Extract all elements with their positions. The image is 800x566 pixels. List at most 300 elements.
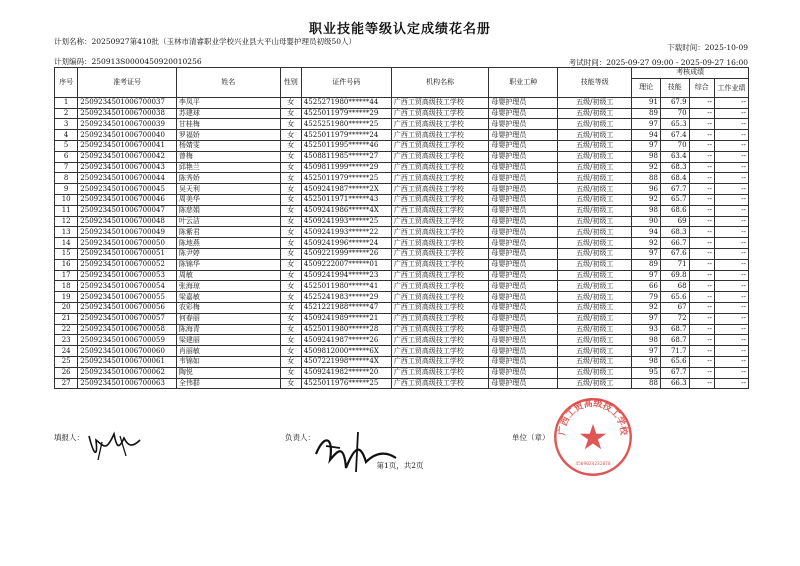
- cell-theory: 97: [632, 346, 661, 357]
- cell-level: 五级/初级工: [558, 248, 632, 259]
- cell-theory: 89: [632, 108, 661, 119]
- cell-gender: 女: [280, 302, 301, 313]
- cell-name: 陈秀娇: [176, 173, 280, 184]
- cell-id: 4509221999******26: [301, 248, 391, 259]
- cell-seq: 21: [55, 313, 78, 324]
- cell-ticket: 2509234501006700059: [78, 335, 177, 346]
- table-row: [55, 302, 749, 313]
- cell-work: --: [714, 292, 748, 303]
- cell-seq: 20: [55, 302, 78, 313]
- cell-overall: --: [689, 292, 714, 303]
- cell-ticket: 2509234501006700043: [78, 162, 177, 173]
- cell-skill: 70: [660, 108, 689, 119]
- cell-id: 4509241996******24: [301, 238, 391, 249]
- table-row: [55, 281, 749, 292]
- cell-level: 五级/初级工: [558, 335, 632, 346]
- cell-name: 肖丽敏: [176, 346, 280, 357]
- cell-gender: 女: [280, 281, 301, 292]
- cell-skill: 67.4: [660, 130, 689, 141]
- cell-skill: 65.7: [660, 194, 689, 205]
- score-table: [54, 67, 749, 389]
- cell-id: 4509241994******23: [301, 270, 391, 281]
- cell-gender: 女: [280, 108, 301, 119]
- cell-org: 广西工贸高级技工学校: [391, 346, 488, 357]
- cell-id: 4509222007******01: [301, 259, 391, 270]
- cell-job: 母婴护理员: [489, 194, 558, 205]
- cell-id: 4525011971******43: [301, 194, 391, 205]
- cell-seq: 7: [55, 162, 78, 173]
- cell-job: 母婴护理员: [489, 313, 558, 324]
- cell-overall: --: [689, 367, 714, 378]
- cell-overall: --: [689, 140, 714, 151]
- cell-id: 4525011980******28: [301, 324, 391, 335]
- table-row: [55, 259, 749, 270]
- cell-gender: 女: [280, 270, 301, 281]
- seal-number: 4509024232878: [575, 461, 611, 467]
- cell-ticket: 2509234501006700047: [78, 205, 177, 216]
- cell-overall: --: [689, 227, 714, 238]
- cell-id: 4525011979******25: [301, 173, 391, 184]
- cell-id: 4525011995******46: [301, 140, 391, 151]
- cell-id: 4509241986******4X: [301, 205, 391, 216]
- cell-skill: 68.3: [660, 227, 689, 238]
- cell-ticket: 2509234501006700041: [78, 140, 177, 151]
- cell-skill: 66.7: [660, 238, 689, 249]
- cell-job: 母婴护理员: [489, 281, 558, 292]
- cell-overall: --: [689, 281, 714, 292]
- cell-work: --: [714, 184, 748, 195]
- table-row: [55, 324, 749, 335]
- cell-job: 母婴护理员: [489, 162, 558, 173]
- page-number: 第1页，共2页: [376, 461, 424, 470]
- cell-level: 五级/初级工: [558, 97, 632, 108]
- cell-overall: --: [689, 108, 714, 119]
- cell-work: --: [714, 216, 748, 227]
- cell-name: 邱艳兰: [176, 162, 280, 173]
- header-level: 技能等级: [558, 68, 632, 98]
- cell-job: 母婴护理员: [489, 378, 558, 389]
- unit-seal-label: 单位（章）: [512, 433, 550, 442]
- cell-name: 苏建球: [176, 108, 280, 119]
- cell-org: 广西工贸高级技工学校: [391, 378, 488, 389]
- cell-overall: --: [689, 194, 714, 205]
- cell-name: 陈尹婷: [176, 248, 280, 259]
- cell-seq: 13: [55, 227, 78, 238]
- cell-id: 4509241989******21: [301, 313, 391, 324]
- cell-id: 4509241993******22: [301, 227, 391, 238]
- cell-work: --: [714, 367, 748, 378]
- cell-skill: 67: [660, 302, 689, 313]
- table-row: [55, 119, 749, 130]
- cell-theory: 93: [632, 324, 661, 335]
- cell-gender: 女: [280, 162, 301, 173]
- responsible-label: 负责人：: [285, 433, 315, 442]
- cell-skill: 71.7: [660, 346, 689, 357]
- cell-id: 4525011979******24: [301, 130, 391, 141]
- cell-gender: 女: [280, 151, 301, 162]
- cell-name: 杨婧雯: [176, 140, 280, 151]
- cell-skill: 68.7: [660, 324, 689, 335]
- cell-theory: 92: [632, 238, 661, 249]
- cell-job: 母婴护理员: [489, 140, 558, 151]
- cell-id: 4525011979******29: [301, 108, 391, 119]
- cell-seq: 10: [55, 194, 78, 205]
- table-row: [55, 151, 749, 162]
- table-row: [55, 216, 749, 227]
- cell-name: 农彩梅: [176, 302, 280, 313]
- cell-theory: 79: [632, 292, 661, 303]
- cell-job: 母婴护理员: [489, 346, 558, 357]
- cell-job: 母婴护理员: [489, 119, 558, 130]
- cell-job: 母婴护理员: [489, 335, 558, 346]
- cell-org: 广西工贸高级技工学校: [391, 356, 488, 367]
- cell-name: 张海琼: [176, 281, 280, 292]
- cell-ticket: 2509234501006700050: [78, 238, 177, 249]
- cell-name: 周美华: [176, 194, 280, 205]
- cell-name: 李凤平: [176, 97, 280, 108]
- cell-overall: --: [689, 302, 714, 313]
- cell-seq: 22: [55, 324, 78, 335]
- cell-theory: 96: [632, 184, 661, 195]
- cell-skill: 65.6: [660, 292, 689, 303]
- cell-ticket: 2509234501006700039: [78, 119, 177, 130]
- cell-id: 4509241993******25: [301, 216, 391, 227]
- cell-job: 母婴护理员: [489, 324, 558, 335]
- header-overall: 综合: [689, 78, 714, 97]
- cell-skill: 65.6: [660, 356, 689, 367]
- cell-name: 陈紫君: [176, 227, 280, 238]
- cell-work: --: [714, 227, 748, 238]
- cell-id: 4509241982******20: [301, 367, 391, 378]
- cell-theory: 97: [632, 248, 661, 259]
- cell-gender: 女: [280, 324, 301, 335]
- cell-overall: --: [689, 173, 714, 184]
- cell-work: --: [714, 151, 748, 162]
- plan-name: 计划名称：20250927第410批（玉林市清睿职业学校兴业县大平山母婴护理员初级50人）: [54, 37, 357, 46]
- cell-org: 广西工贸高级技工学校: [391, 302, 488, 313]
- cell-org: 广西工贸高级技工学校: [391, 248, 488, 259]
- cell-name: 周敏: [176, 270, 280, 281]
- cell-theory: 98: [632, 335, 661, 346]
- header-skill: 技能: [660, 78, 689, 97]
- cell-org: 广西工贸高级技工学校: [391, 130, 488, 141]
- cell-job: 母婴护理员: [489, 184, 558, 195]
- cell-overall: --: [689, 97, 714, 108]
- cell-theory: 95: [632, 367, 661, 378]
- table-row: [55, 227, 749, 238]
- cell-seq: 26: [55, 367, 78, 378]
- cell-job: 母婴护理员: [489, 259, 558, 270]
- table-row: [55, 335, 749, 346]
- cell-ticket: 2509234501006700057: [78, 313, 177, 324]
- cell-ticket: 2509234501006700044: [78, 173, 177, 184]
- cell-gender: 女: [280, 130, 301, 141]
- table-row: [55, 238, 749, 249]
- cell-gender: 女: [280, 346, 301, 357]
- table-row: [55, 270, 749, 281]
- cell-work: --: [714, 140, 748, 151]
- cell-name: 梁嘉敏: [176, 292, 280, 303]
- cell-ticket: 2509234501006700053: [78, 270, 177, 281]
- cell-org: 广西工贸高级技工学校: [391, 205, 488, 216]
- cell-ticket: 2509234501006700049: [78, 227, 177, 238]
- cell-level: 五级/初级工: [558, 270, 632, 281]
- cell-work: --: [714, 356, 748, 367]
- cell-seq: 18: [55, 281, 78, 292]
- cell-id: 4525251980******25: [301, 119, 391, 130]
- cell-ticket: 2509234501006700052: [78, 259, 177, 270]
- table-row: [55, 313, 749, 324]
- cell-work: --: [714, 238, 748, 249]
- download-time: 下载时间：2025-10-09: [667, 43, 748, 52]
- cell-name: 何春丽: [176, 313, 280, 324]
- cell-theory: 92: [632, 162, 661, 173]
- cell-theory: 97: [632, 270, 661, 281]
- cell-seq: 19: [55, 292, 78, 303]
- cell-skill: 67.7: [660, 184, 689, 195]
- cell-level: 五级/初级工: [558, 151, 632, 162]
- table-row: [55, 184, 749, 195]
- cell-job: 母婴护理员: [489, 216, 558, 227]
- cell-level: 五级/初级工: [558, 216, 632, 227]
- cell-seq: 23: [55, 335, 78, 346]
- cell-ticket: 2509234501006700055: [78, 292, 177, 303]
- responsible-signature: [310, 424, 400, 476]
- cell-gender: 女: [280, 378, 301, 389]
- cell-overall: --: [689, 335, 714, 346]
- cell-org: 广西工贸高级技工学校: [391, 162, 488, 173]
- cell-skill: 67.7: [660, 367, 689, 378]
- cell-level: 五级/初级工: [558, 367, 632, 378]
- cell-seq: 12: [55, 216, 78, 227]
- cell-work: --: [714, 281, 748, 292]
- table-row: [55, 205, 749, 216]
- table-row: [55, 194, 749, 205]
- cell-name: 叶云洁: [176, 216, 280, 227]
- cell-work: --: [714, 108, 748, 119]
- cell-ticket: 2509234501006700048: [78, 216, 177, 227]
- cell-skill: 72: [660, 313, 689, 324]
- cell-theory: 98: [632, 151, 661, 162]
- cell-ticket: 2509234501006700042: [78, 151, 177, 162]
- cell-gender: 女: [280, 227, 301, 238]
- cell-gender: 女: [280, 335, 301, 346]
- header-scores: 考核成绩: [632, 68, 749, 79]
- cell-name: 陶悦: [176, 367, 280, 378]
- cell-ticket: 2509234501006700060: [78, 346, 177, 357]
- cell-seq: 27: [55, 378, 78, 389]
- cell-gender: 女: [280, 140, 301, 151]
- cell-work: --: [714, 248, 748, 259]
- cell-level: 五级/初级工: [558, 378, 632, 389]
- cell-id: 4508811985******27: [301, 151, 391, 162]
- cell-theory: 97: [632, 140, 661, 151]
- document-title: 职业技能等级认定成绩花名册: [308, 22, 491, 37]
- table-row: [55, 162, 749, 173]
- cell-id: 4525271980******44: [301, 97, 391, 108]
- cell-ticket: 2509234501006700058: [78, 324, 177, 335]
- cell-name: 全伟群: [176, 378, 280, 389]
- cell-name: 韦锦如: [176, 356, 280, 367]
- cell-name: 吴天利: [176, 184, 280, 195]
- cell-level: 五级/初级工: [558, 173, 632, 184]
- table-row: [55, 367, 749, 378]
- table-row: [55, 292, 749, 303]
- cell-theory: 91: [632, 97, 661, 108]
- cell-gender: 女: [280, 259, 301, 270]
- cell-job: 母婴护理员: [489, 270, 558, 281]
- cell-job: 母婴护理员: [489, 97, 558, 108]
- cell-seq: 15: [55, 248, 78, 259]
- header-org: 机构名称: [391, 68, 488, 98]
- cell-skill: 69.8: [660, 270, 689, 281]
- cell-job: 母婴护理员: [489, 302, 558, 313]
- cell-work: --: [714, 259, 748, 270]
- cell-skill: 68.6: [660, 205, 689, 216]
- cell-seq: 5: [55, 140, 78, 151]
- cell-level: 五级/初级工: [558, 259, 632, 270]
- cell-id: 4509812000******6X: [301, 346, 391, 357]
- table-row: [55, 346, 749, 357]
- cell-overall: --: [689, 216, 714, 227]
- cell-work: --: [714, 313, 748, 324]
- cell-name: 陈慈娟: [176, 205, 280, 216]
- cell-org: 广西工贸高级技工学校: [391, 324, 488, 335]
- cell-overall: --: [689, 356, 714, 367]
- cell-level: 五级/初级工: [558, 302, 632, 313]
- cell-ticket: 2509234501006700054: [78, 281, 177, 292]
- cell-overall: --: [689, 162, 714, 173]
- cell-seq: 14: [55, 238, 78, 249]
- cell-org: 广西工贸高级技工学校: [391, 335, 488, 346]
- cell-level: 五级/初级工: [558, 292, 632, 303]
- cell-level: 五级/初级工: [558, 324, 632, 335]
- cell-ticket: 2509234501006700040: [78, 130, 177, 141]
- cell-gender: 女: [280, 194, 301, 205]
- cell-job: 母婴护理员: [489, 367, 558, 378]
- cell-level: 五级/初级工: [558, 281, 632, 292]
- cell-gender: 女: [280, 292, 301, 303]
- cell-job: 母婴护理员: [489, 108, 558, 119]
- cell-org: 广西工贸高级技工学校: [391, 367, 488, 378]
- cell-overall: --: [689, 205, 714, 216]
- cell-org: 广西工贸高级技工学校: [391, 194, 488, 205]
- cell-work: --: [714, 162, 748, 173]
- cell-work: --: [714, 194, 748, 205]
- cell-theory: 97: [632, 313, 661, 324]
- header-theory: 理论: [632, 78, 661, 97]
- cell-overall: --: [689, 270, 714, 281]
- cell-theory: 88: [632, 173, 661, 184]
- cell-seq: 6: [55, 151, 78, 162]
- cell-id: 4507221998******4X: [301, 356, 391, 367]
- table-row: [55, 108, 749, 119]
- cell-ticket: 2509234501006700046: [78, 194, 177, 205]
- cell-overall: --: [689, 248, 714, 259]
- cell-ticket: 2509234501006700061: [78, 356, 177, 367]
- cell-name: 罗福娇: [176, 130, 280, 141]
- header-gender: 性别: [280, 68, 301, 98]
- header-id: 证件号码: [301, 68, 391, 98]
- seal-text: 广西工贸高级技工学校: [557, 398, 629, 436]
- header-seq: 序号: [55, 68, 78, 98]
- cell-org: 广西工贸高级技工学校: [391, 281, 488, 292]
- cell-org: 广西工贸高级技工学校: [391, 238, 488, 249]
- cell-overall: --: [689, 119, 714, 130]
- cell-org: 广西工贸高级技工学校: [391, 259, 488, 270]
- cell-theory: 98: [632, 205, 661, 216]
- cell-gender: 女: [280, 173, 301, 184]
- cell-skill: 66.3: [660, 378, 689, 389]
- cell-work: --: [714, 270, 748, 281]
- cell-skill: 68: [660, 281, 689, 292]
- cell-overall: --: [689, 259, 714, 270]
- cell-org: 广西工贸高级技工学校: [391, 216, 488, 227]
- cell-theory: 90: [632, 216, 661, 227]
- cell-gender: 女: [280, 205, 301, 216]
- table-row: [55, 248, 749, 259]
- cell-work: --: [714, 378, 748, 389]
- cell-theory: 92: [632, 194, 661, 205]
- cell-skill: 70: [660, 140, 689, 151]
- cell-theory: 94: [632, 227, 661, 238]
- cell-work: --: [714, 324, 748, 335]
- cell-skill: 63.4: [660, 151, 689, 162]
- cell-seq: 8: [55, 173, 78, 184]
- cell-org: 广西工贸高级技工学校: [391, 173, 488, 184]
- cell-skill: 67.9: [660, 97, 689, 108]
- cell-work: --: [714, 97, 748, 108]
- cell-org: 广西工贸高级技工学校: [391, 227, 488, 238]
- cell-job: 母婴护理员: [489, 205, 558, 216]
- cell-skill: 71: [660, 259, 689, 270]
- cell-org: 广西工贸高级技工学校: [391, 151, 488, 162]
- cell-ticket: 2509234501006700045: [78, 184, 177, 195]
- cell-ticket: 250923450100670003​7: [78, 97, 177, 108]
- cell-overall: --: [689, 346, 714, 357]
- cell-level: 五级/初级工: [558, 346, 632, 357]
- cell-org: 广西工贸高级技工学校: [391, 97, 488, 108]
- cell-theory: 66: [632, 281, 661, 292]
- cell-theory: 94: [632, 130, 661, 141]
- cell-theory: 89: [632, 259, 661, 270]
- cell-org: 广西工贸高级技工学校: [391, 313, 488, 324]
- cell-job: 母婴护理员: [489, 292, 558, 303]
- cell-overall: --: [689, 238, 714, 249]
- cell-ticket: 2509234501006700063: [78, 378, 177, 389]
- cell-work: --: [714, 119, 748, 130]
- cell-org: 广西工贸高级技工学校: [391, 270, 488, 281]
- cell-skill: 68.7: [660, 335, 689, 346]
- cell-name: 甘桂梅: [176, 119, 280, 130]
- cell-ticket: 2509234501006700062: [78, 367, 177, 378]
- cell-theory: 88: [632, 378, 661, 389]
- cell-gender: 女: [280, 356, 301, 367]
- cell-gender: 女: [280, 216, 301, 227]
- cell-id: 4509241987******26: [301, 335, 391, 346]
- cell-id: 4509241987******2X: [301, 184, 391, 195]
- cell-work: --: [714, 335, 748, 346]
- cell-skill: 68.3: [660, 162, 689, 173]
- cell-skill: 69: [660, 216, 689, 227]
- cell-id: 4525011976******25: [301, 378, 391, 389]
- cell-overall: --: [689, 151, 714, 162]
- cell-work: --: [714, 173, 748, 184]
- cell-name: 曾梅: [176, 151, 280, 162]
- cell-gender: 女: [280, 184, 301, 195]
- table-row: [55, 173, 749, 184]
- cell-org: 广西工贸高级技工学校: [391, 184, 488, 195]
